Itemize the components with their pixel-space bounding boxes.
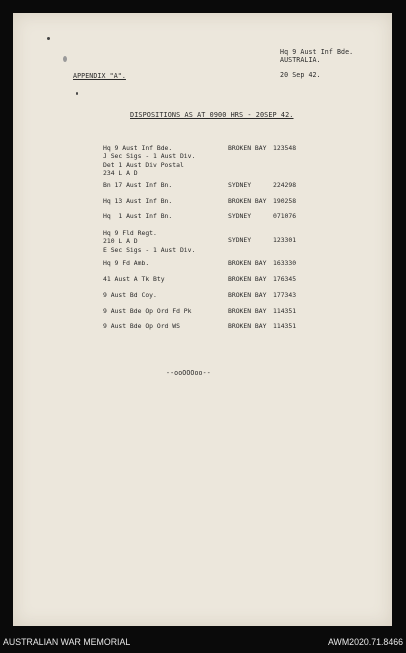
row-unit: Hq 9 Fd Amb. [103,259,150,267]
row-unit: Hq 9 Fld Regt. 210 L A D E Sec Sigs - 1 Aust Div. [103,229,196,254]
document-page [13,13,392,626]
row-unit: 9 Aust Bd Coy. [103,291,157,299]
row-map-ref: 224298 [273,181,297,189]
row-location: SYDNEY [228,181,252,189]
row-unit: Hq 9 Aust Inf Bde. J Sec Sigs - 1 Aust Div. Det 1 Aust Div Postal 234 L A D [103,144,196,177]
row-map-ref: 114351 [273,322,297,330]
row-map-ref: 123548 [273,144,297,152]
row-location: BROKEN BAY [228,275,267,283]
row-unit: Hq 13 Aust Inf Bn. [103,197,173,205]
row-location: SYDNEY [228,212,252,220]
row-location: SYDNEY [228,236,252,244]
header-unit: Hq 9 Aust Inf Bde. [280,48,354,56]
row-map-ref: 190258 [273,197,297,205]
row-map-ref: 114351 [273,307,297,315]
row-map-ref: 123301 [273,236,297,244]
punch-hole-mark [47,37,50,40]
row-unit: Hq 1 Aust Inf Bn. [103,212,173,220]
row-location: BROKEN BAY [228,144,267,152]
appendix-label: APPENDIX "A". [73,72,126,80]
row-unit: Bn 17 Aust Inf Bn. [103,181,173,189]
footer-accession-number: AWM2020.71.8466 [328,637,403,647]
row-unit: 9 Aust Bde Op Ord WS [103,322,180,330]
row-location: BROKEN BAY [228,197,267,205]
row-unit: 9 Aust Bde Op Ord Fd Pk [103,307,192,315]
footer-institution: AUSTRALIAN WAR MEMORIAL [3,637,131,647]
row-location: BROKEN BAY [228,259,267,267]
row-map-ref: 163330 [273,259,297,267]
row-location: BROKEN BAY [228,307,267,315]
header-place: AUSTRALIA. [280,56,321,64]
row-location: BROKEN BAY [228,322,267,330]
ink-mark [76,92,78,95]
header-date: 20 Sep 42. [280,71,321,79]
row-map-ref: 176345 [273,275,297,283]
row-location: BROKEN BAY [228,291,267,299]
row-map-ref: 071076 [273,212,297,220]
document-title: DISPOSITIONS AS AT 0900 HRS - 20SEP 42. [130,111,294,119]
row-map-ref: 177343 [273,291,297,299]
punch-hole-mark [63,56,67,62]
end-mark: --ooOOOoo-- [166,369,211,377]
row-unit: 41 Aust A Tk Bty [103,275,165,283]
